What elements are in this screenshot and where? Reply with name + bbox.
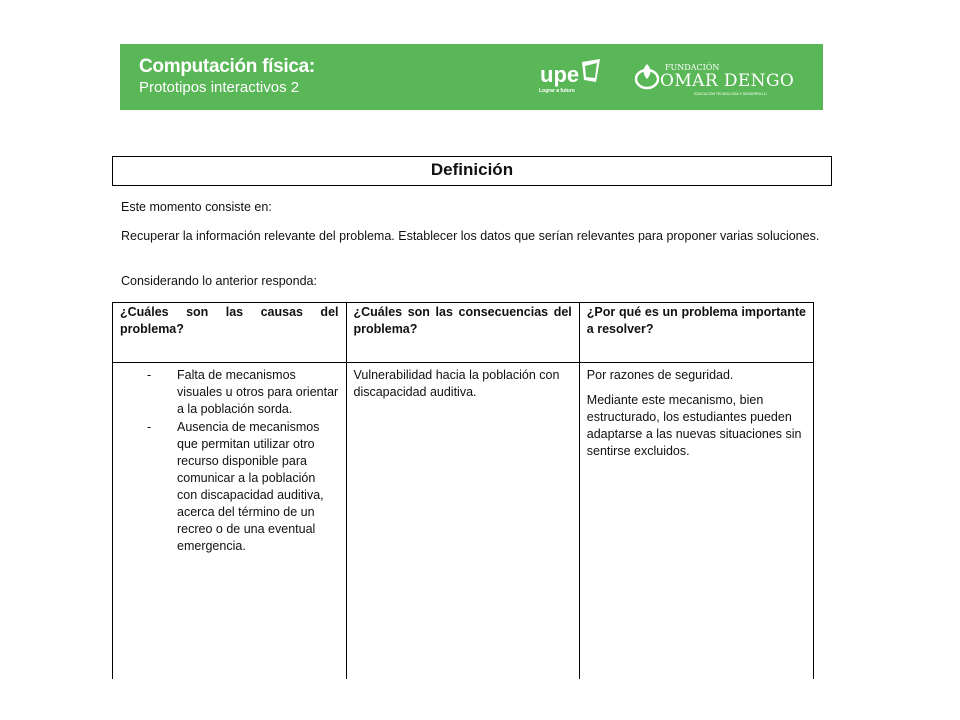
- header-causes: ¿Cuáles son las causas del problema?: [113, 303, 347, 363]
- fod-name: OMAR DENGO: [660, 71, 795, 91]
- header-consequences: ¿Cuáles son las consecuencias del problema?: [346, 303, 579, 363]
- upe-logo: [538, 58, 602, 98]
- importance-cell: [579, 363, 813, 679]
- banner-subtitle: Prototipos interactivos 2: [139, 79, 300, 96]
- bullet-dash: -: [147, 420, 152, 434]
- body-text: Recuperar la información relevante del problema. Establecer los datos que serían relevantes para proponer varias soluciones.: [121, 229, 820, 243]
- fod-logo: [632, 58, 812, 98]
- flame-seed-icon: [634, 60, 660, 90]
- list-item: [120, 367, 339, 418]
- list-item: [120, 419, 339, 555]
- upe-tagline: Lograr a futuro: [539, 88, 575, 94]
- table-body-row: [113, 363, 814, 679]
- importance-text: Por razones de seguridad.: [586, 368, 734, 382]
- cause-text: Ausencia de mecanismos que permitan utilizar otro recurso disponible para comunicar a la población con discapacidad auditiva, acerca del término de un recreo o de una eventual emergencia.: [177, 420, 324, 553]
- importance-text: Mediante este mecanismo, bien estructurado, los estudiantes pueden adaptarse a las nuevas situaciones sin sentirse excluidos.: [586, 393, 802, 458]
- banner-title: Computación física:: [139, 56, 315, 77]
- bullet-dash: -: [147, 368, 152, 382]
- upe-logo-icon: [538, 58, 602, 88]
- header-banner: [120, 44, 823, 110]
- intro-text: Este momento consiste en:: [121, 200, 272, 214]
- table-header-row: [113, 303, 814, 363]
- consequences-cell: [346, 363, 579, 679]
- prompt-text: Considerando lo anterior responda:: [121, 274, 317, 288]
- header-importance: ¿Por qué es un problema importante a resolver?: [579, 303, 813, 363]
- fod-tagline: EDUCACIÓN TECNOLOGÍA Y DESARROLLO: [694, 92, 767, 96]
- definition-table: [112, 302, 814, 679]
- fod-small-label: FUNDACIÓN: [665, 63, 720, 72]
- section-title: Definición: [430, 160, 514, 179]
- consequence-text: Vulnerabilidad hacia la población con discapacidad auditiva.: [353, 368, 560, 399]
- section-title-box: [112, 156, 832, 186]
- causes-list: [120, 367, 339, 555]
- upe-logo-text: upe: [540, 62, 580, 87]
- cause-text: Falta de mecanismos visuales u otros para orientar a la población sorda.: [177, 368, 339, 416]
- causes-cell: [113, 363, 347, 679]
